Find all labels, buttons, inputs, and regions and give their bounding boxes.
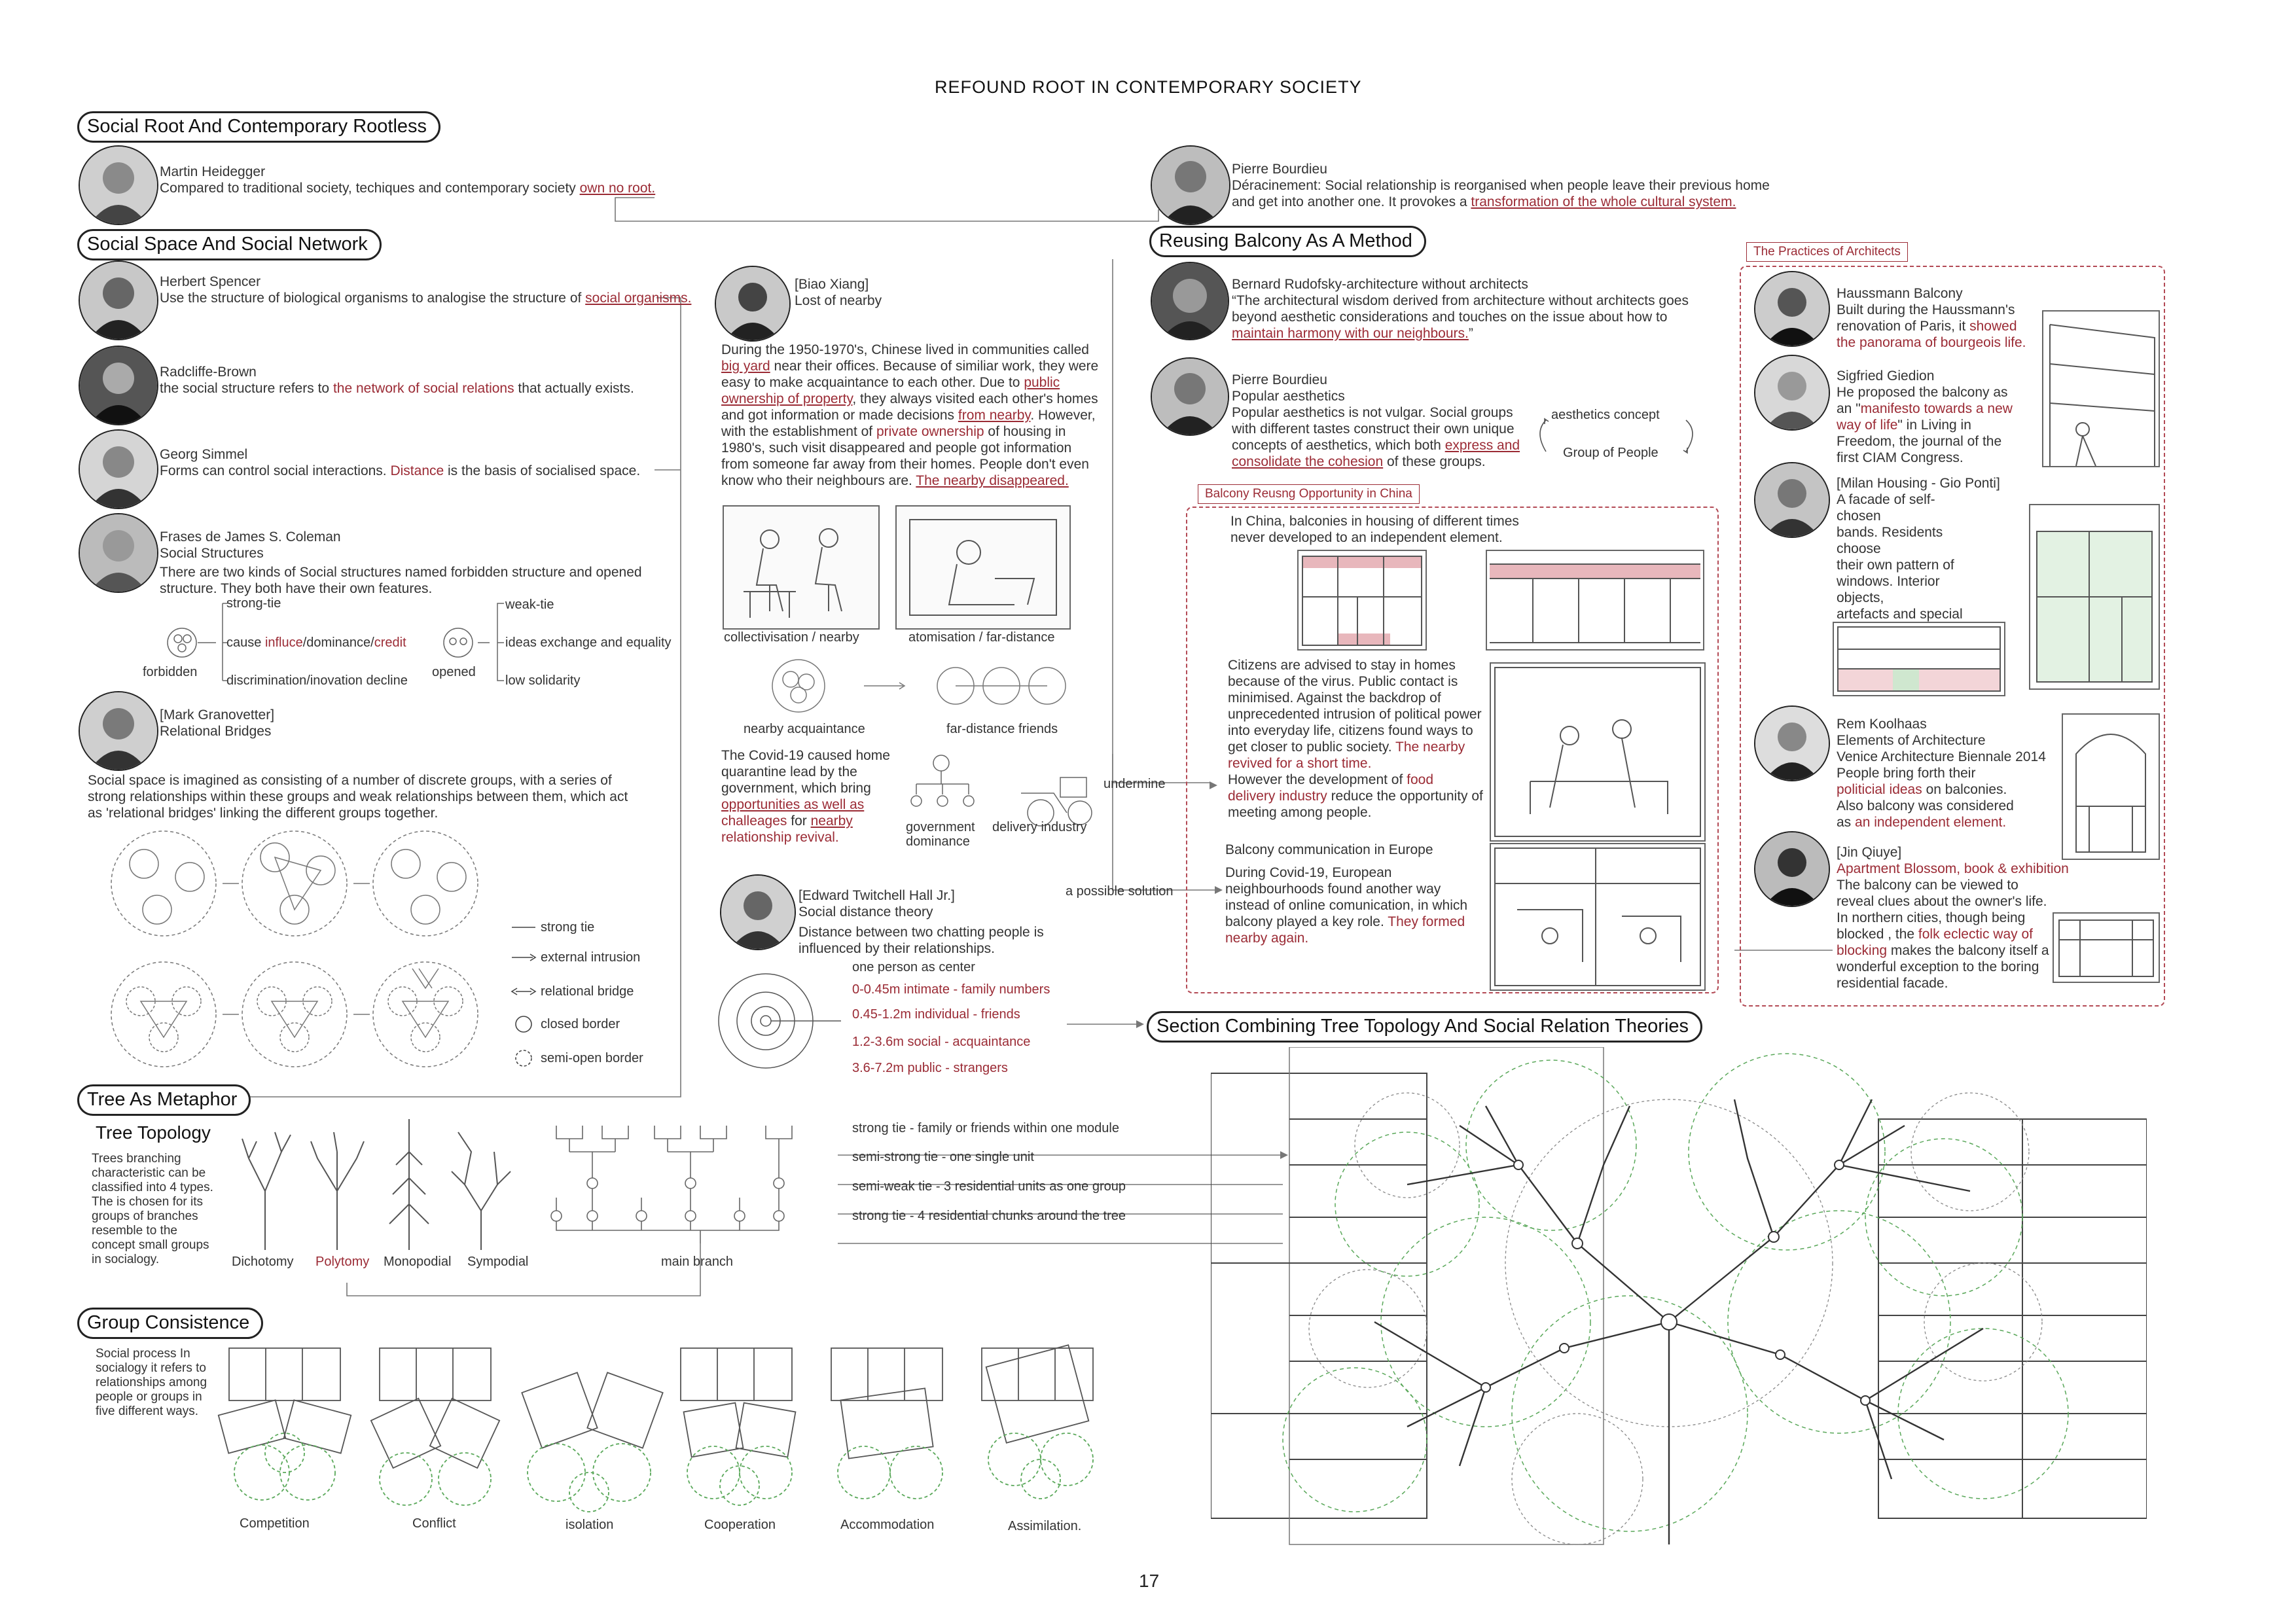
hall-portrait [720, 874, 796, 950]
china-c7: revived for a short time. [1228, 756, 1372, 771]
koolhaas-l2: Venice Architecture Biennale 2014 [1837, 749, 2046, 764]
giedion-l3 [1837, 417, 1971, 433]
koolhaas-text [1837, 732, 2059, 830]
tree-d8: in socialogy. [92, 1253, 160, 1266]
cause-slash: /dominance/ [302, 635, 374, 650]
jin-l8: residential facade. [1837, 976, 1948, 991]
tree-branches [1374, 1099, 1983, 1544]
section-group-consistence: Group Consistence [77, 1308, 263, 1339]
tree-description [92, 1152, 236, 1267]
biao-p6r: private ownership [876, 424, 984, 439]
biao-p1: During the 1950-1970's, Chinese lived in communities called [721, 342, 1089, 357]
covid-c1: The Covid-19 caused home [721, 748, 890, 763]
ideas-label: ideas exchange and equality [505, 635, 672, 650]
rudofsky-l3b: ” [1468, 326, 1473, 341]
china-c8r: food [1407, 772, 1434, 787]
china-c4: unprecedented intrusion of political power [1228, 707, 1482, 722]
bourdieu2-sub: Popular aesthetics [1232, 389, 1345, 404]
tree-d2: characteristic can be [92, 1166, 206, 1180]
covid-c5r: challeages [721, 813, 787, 829]
bourdieu2-l1: Popular aesthetics is not vulgar. Social groups [1232, 405, 1513, 420]
jin-l3: reveal clues about the owner's life. [1837, 894, 2047, 909]
koolhaas-l1: Elements of Architecture [1837, 733, 1986, 748]
covid-c5 [721, 813, 918, 829]
koolhaas-name: Rem Koolhaas [1837, 717, 1927, 732]
simmel-tail: is the basis of socialised space. [444, 463, 641, 478]
jin-l5-text: blocked , the [1837, 927, 1918, 942]
main-branch-label: main branch [661, 1255, 734, 1269]
china-c6r: The nearby [1395, 740, 1465, 755]
section-combining-tree: Section Combining Tree Topology And Social Relation Theories [1147, 1011, 1702, 1043]
spencer-highlight: social organisms. [585, 291, 692, 306]
jin-l4: In northern cities, though being [1837, 910, 2026, 925]
tie-label-2: semi-strong tie - one single unit [852, 1150, 1034, 1164]
haussmann-l2r: showed [1969, 319, 2017, 334]
biao-portrait [715, 266, 791, 342]
bourdieu2-l4r: consolidate the cohesion [1232, 454, 1384, 469]
heidegger-highlight: own no root. [579, 181, 656, 196]
haussmann-sketch [2042, 310, 2160, 467]
bourdieu2-portrait [1151, 357, 1229, 436]
biao-p6 [721, 423, 1101, 440]
tree-d1: Trees branching [92, 1152, 181, 1166]
china-citizens-text [1228, 657, 1503, 821]
spencer-body: Use the structure of biological organisms to analogise the structure of [160, 291, 586, 306]
tree-d5: groups of branches [92, 1209, 198, 1223]
group-assimilation: Assimilation. [1008, 1519, 1082, 1533]
rudofsky-portrait [1151, 262, 1229, 340]
heidegger-body: Compared to traditional society, techiques and contemporary society [160, 181, 580, 196]
forbidden-label: forbidden [143, 665, 198, 679]
haussmann-name: Haussmann Balcony [1837, 286, 1963, 301]
europe-text [1225, 842, 1487, 946]
hall-zone3: 1.2-3.6m social - acquaintance [852, 1035, 1031, 1049]
koolhaas-l6r: an independent element. [1855, 815, 2007, 830]
giedion-l5: first CIAM Congress. [1837, 450, 1964, 465]
group-d1: Social process In [96, 1347, 190, 1361]
china-c1: Citizens are advised to stay in homes [1228, 658, 1456, 673]
ponti-l3: their own pattern of [1837, 558, 1954, 573]
biao-p2b: near their offices. Because of similiar work, they were [770, 359, 1099, 374]
jin-l6r: blocking [1837, 943, 1888, 958]
bourdieu1-name: Pierre Bourdieu [1232, 162, 1327, 177]
china-c10: meeting among people. [1228, 805, 1372, 820]
biao-p4r: ownership of property [721, 391, 853, 406]
china-c8-text: However the development of [1228, 772, 1407, 787]
biao-p3 [721, 374, 1101, 391]
tie-label-1: strong tie - family or friends within one module [852, 1121, 1119, 1135]
strong-tie-label: strong-tie [226, 596, 281, 611]
biao-p2a: big yard [721, 359, 770, 374]
biao-p9 [721, 473, 1101, 489]
biao-p2 [721, 358, 1101, 374]
giedion-l3b: " in Living in [1897, 418, 1971, 433]
giedion-l1: He proposed the balcony as [1837, 385, 2008, 400]
hall-center: one person as center [852, 960, 975, 974]
bourdieu2-l4b: of these groups. [1383, 454, 1486, 469]
giedion-name: Sigfried Giedion [1837, 368, 1935, 383]
nearby-acquaintance-label: nearby acquaintance [744, 722, 865, 736]
tree-topology-title: Tree Topology [96, 1122, 211, 1143]
ponti-l2: bands. Residents choose [1837, 525, 1943, 556]
china-c8 [1228, 772, 1503, 788]
ponti-facade-sketch [1833, 622, 2005, 696]
legend-bridge: relational bridge [541, 984, 634, 999]
bourdieu2-l4 [1232, 454, 1486, 470]
koolhaas-l4b: on balconies. [1922, 782, 2007, 797]
tree-hierarchy-diagram [543, 1113, 844, 1270]
covid-c2: quarantine lead by the [721, 764, 857, 779]
covid-c4: opportunities as well as [721, 797, 865, 812]
europe-sketch [1490, 843, 1706, 991]
page-number: 17 [1139, 1571, 1160, 1591]
quarantine-sketch [1490, 662, 1706, 842]
jin-l2: The balcony can be viewed to [1837, 878, 2018, 893]
europe-e4 [1225, 914, 1487, 930]
biao-name: [Biao Xiang] [795, 277, 869, 292]
china-c9 [1228, 788, 1503, 804]
opened-label: opened [432, 665, 476, 679]
tree-types-drawing [236, 1113, 537, 1257]
rudofsky-name: Bernard Rudofsky-architecture without architects [1232, 277, 1528, 292]
legend-strong-tie: strong tie [541, 920, 595, 935]
china-c9b: reduce the opportunity of [1327, 789, 1483, 804]
covid-text [721, 747, 918, 846]
biao-p3-text: easy to make acquaintance to each other. Due to [721, 375, 1024, 390]
bourdieu2-l3r: express and [1444, 438, 1520, 453]
europe-e5: nearby again. [1225, 931, 1309, 946]
china-c2: because of the virus. Public contact is [1228, 674, 1458, 689]
china-c6-text: get closer to public society. [1228, 740, 1396, 755]
jin-l1: Apartment Blossom, book & exhibition [1837, 861, 2069, 876]
hall-sub: Social distance theory [798, 904, 933, 919]
section-social-space: Social Space And Social Network [77, 229, 382, 260]
china-c9r: delivery industry [1228, 789, 1327, 804]
granovetter-name: [Mark Granovetter] [160, 707, 275, 722]
simmel-text [160, 463, 640, 479]
china-elevation-sketch [1486, 550, 1704, 651]
right-housing [1878, 1119, 2147, 1518]
tree-type-polytomy: Polytomy [315, 1255, 370, 1269]
section-drawing [1211, 1047, 2147, 1551]
giedion-l2-text: an " [1837, 401, 1861, 416]
possible-solution-label: a possible solution [1066, 884, 1174, 899]
tie-label-3: semi-weak tie - 3 residential units as one group [852, 1179, 1126, 1194]
hall-zone1: 0-0.45m intimate - family numbers [852, 982, 1050, 997]
cause-red2: credit [374, 635, 406, 650]
coleman-line2: structure. They both have their own features. [160, 581, 433, 596]
hall-zone2: 0.45-1.2m individual - friends [852, 1007, 1020, 1022]
left-housing [1211, 1047, 1604, 1544]
biao-p6b: of housing in [984, 424, 1066, 439]
granovetter-line1: Social space is imagined as consisting of a number of discrete groups, with a series of [88, 773, 612, 788]
group-conflict: Conflict [412, 1516, 456, 1531]
tree-d4: The is chosen for its [92, 1195, 204, 1209]
discrimination-label: discrimination/inovation decline [226, 673, 408, 688]
granovetter-portrait [79, 691, 158, 771]
cause-label [226, 635, 406, 651]
simmel-portrait [79, 429, 158, 509]
covid-c6: relationship revival. [721, 830, 839, 845]
haussmann-l3: the panorama of bourgeois life. [1837, 335, 2026, 350]
spencer-name: Herbert Spencer [160, 274, 261, 289]
haussmann-l1: Built during the Haussmann's [1837, 302, 2015, 317]
bourdieu2-l3 [1232, 437, 1520, 454]
spencer-text [160, 290, 691, 306]
haussmann-l2-text: renovation of Paris, it [1837, 319, 1970, 334]
group-accommodation: Accommodation [840, 1518, 935, 1532]
bourdieu2-l2: with different tastes construct their own unique [1232, 421, 1515, 437]
atomisation-label: atomisation / far-distance [908, 630, 1055, 645]
jin-name: [Jin Qiuye] [1837, 845, 1902, 860]
atomisation-sketch [895, 505, 1071, 630]
collectivisation-label: collectivisation / nearby [724, 630, 859, 645]
china-c3: minimised. Against the backdrop of [1228, 690, 1441, 705]
tree-d6: resemble to the [92, 1224, 177, 1238]
tie-label-4: strong tie - 4 residential chunks around the tree [852, 1209, 1126, 1223]
rudofsky-l1: “The architectural wisdom derived from architecture without architects goes [1232, 293, 1689, 308]
legend-closed: closed border [541, 1017, 620, 1031]
covid-c3: government, which bring [721, 781, 871, 796]
granovetter-line3: as 'relational bridges' linking the different groups together. [88, 806, 439, 821]
biao-p9r: The nearby disappeared. [916, 473, 1069, 488]
page-title: REFOUND ROOT IN CONTEMPORARY SOCIETY [935, 77, 1362, 97]
legend-semi: semi-open border [541, 1051, 643, 1065]
tree-type-monopodial: Monopodial [384, 1255, 452, 1269]
group-d5: five different ways. [96, 1404, 199, 1418]
coleman-portrait [79, 513, 158, 593]
koolhaas-l4r: politicial ideas [1837, 782, 1922, 797]
hall-p2: influenced by their relationships. [798, 941, 996, 956]
koolhaas-sketch [2062, 713, 2160, 860]
china-tag: Balcony Reusng Opportunity in China [1198, 484, 1420, 504]
radcliffe-portrait [79, 346, 158, 425]
collectivisation-sketch [723, 505, 880, 630]
covid-c5b: for [787, 813, 811, 829]
jin-sketch [2053, 912, 2160, 983]
biao-p7: 1980's, such visit disappeared and people got information [721, 440, 1072, 455]
simmel-name: Georg Simmel [160, 447, 248, 462]
china-c6 [1228, 739, 1503, 755]
group-d2: socialogy it refers to [96, 1361, 206, 1375]
hall-name: [Edward Twitchell Hall Jr.] [798, 888, 955, 903]
radcliffe-text [160, 380, 634, 397]
rudofsky-l2: beyond aesthetic considerations and touches on the issue about how to [1232, 310, 1668, 325]
giedion-l4: Freedom, the journal of the [1837, 434, 2002, 449]
biao-p5-text: and got information or made decisions [721, 408, 958, 423]
aesthetics-concept: aesthetics concept [1551, 408, 1660, 422]
group-process-diagrams [216, 1342, 1145, 1518]
architects-tag: The Practices of Architects [1746, 242, 1908, 262]
koolhaas-l5: Also balcony was considered [1837, 798, 2014, 813]
tree-type-dichotomy: Dichotomy [232, 1255, 294, 1269]
ponti-l1: A facade of self-chosen [1837, 492, 1935, 524]
biao-p5 [721, 407, 1101, 423]
radcliffe-highlight: the network of social relations [332, 381, 514, 396]
acquaintance-diagram [733, 648, 1073, 720]
heidegger-name: Martin Heidegger [160, 164, 266, 179]
section-reusing-balcony: Reusing Balcony As A Method [1149, 226, 1426, 257]
rudofsky-l3r: maintain harmony with our neighbours. [1232, 326, 1469, 341]
weak-tie-label: weak-tie [505, 597, 554, 612]
group-isolation: isolation [565, 1518, 614, 1532]
europe-e4-text: balcony played a key role. [1225, 914, 1388, 929]
granovetter-sub: Relational Bridges [160, 724, 272, 739]
low-solidarity-label: low solidarity [505, 673, 581, 688]
giedion-l2r: manifesto towards a new [1860, 401, 2013, 416]
china-l2: never developed to an independent element. [1230, 530, 1503, 545]
giedion-l2 [1837, 401, 2013, 417]
dominance-label: dominance [906, 834, 970, 849]
distance-circles [713, 969, 844, 1073]
biao-p4b: , they always visited each other's homes [852, 391, 1098, 406]
cause-text: cause [226, 635, 265, 650]
section-tree-metaphor: Tree As Metaphor [77, 1084, 251, 1116]
government-label: government [906, 820, 975, 834]
bourdieu1-highlight: transformation of the whole cultural system. [1471, 194, 1736, 209]
tree-type-sympodial: Sympodial [467, 1255, 529, 1269]
coleman-line1: There are two kinds of Social structures named forbidden structure and opened [160, 565, 642, 580]
legend-symbols [511, 919, 537, 1070]
china-l1: In China, balconies in housing of different times [1230, 514, 1519, 529]
europe-e0: Balcony communication in Europe [1225, 842, 1433, 857]
europe-e4r: They formed [1388, 914, 1465, 929]
delivery-label: delivery industry [992, 820, 1087, 834]
simmel-body: Forms can control social interactions. [160, 463, 391, 478]
ponti-plan-sketch [2029, 504, 2160, 690]
far-friends-label: far-distance friends [946, 722, 1058, 736]
biao-p8: from someone far away from their homes. People don't even [721, 457, 1089, 472]
cause-red1: influce [264, 635, 303, 650]
bourdieu-portrait [1151, 145, 1230, 225]
biao-p3r: public [1024, 375, 1060, 390]
giedion-l3r: way of life [1837, 418, 1898, 433]
europe-e2: neighbourhoods found another way [1225, 882, 1441, 897]
heidegger-portrait [79, 145, 158, 225]
biao-p9-text: know who their neighbours are. [721, 473, 916, 488]
coleman-sub: Social Structures [160, 546, 264, 561]
radcliffe-name: Radcliffe-Brown [160, 365, 257, 380]
hall-zone4: 3.6-7.2m public - strangers [852, 1061, 1008, 1075]
simmel-highlight: Distance [390, 463, 444, 478]
group-d3: relationships among [96, 1376, 207, 1389]
jin-l5r: folk eclectic way of [1918, 927, 2033, 942]
china-c5: into everyday life, citizens found ways to [1228, 723, 1473, 738]
koolhaas-l6-text: as [1837, 815, 1856, 830]
europe-e1: During Covid-19, European [1225, 865, 1392, 880]
radcliffe-body: the social structure refers to [160, 381, 333, 396]
rudofsky-l3 [1232, 325, 1473, 342]
ponti-name: [Milan Housing - Gio Ponti] [1837, 476, 2000, 491]
granovetter-line2: strong relationships within these groups and weak relationships between them, which act [88, 789, 628, 804]
ponti-l5: artefacts and special [1837, 607, 1963, 622]
group-cooperation: Cooperation [704, 1518, 776, 1532]
hall-p1: Distance between two chatting people is [798, 925, 1044, 940]
biao-sub: Lost of nearby [795, 293, 882, 308]
group-of-people: Group of People [1563, 446, 1659, 460]
biao-p5b: . However, [1030, 408, 1096, 423]
aesthetics-cycle [1532, 412, 1702, 465]
spencer-portrait [79, 260, 158, 340]
legend-external: external intrusion [541, 950, 641, 965]
coleman-name: Frases de James S. Coleman [160, 529, 341, 544]
group-d4: people or groups in [96, 1390, 202, 1404]
koolhaas-l6 [1837, 814, 2059, 830]
bourdieu1-line1: Déracinement: Social relationship is reorganised when people leave their previous home [1232, 178, 1770, 193]
jin-l6b: makes the balcony itself a [1887, 943, 2049, 958]
biao-p5r: from nearby [958, 408, 1031, 423]
koolhaas-l4 [1837, 781, 2059, 798]
competition-diagram [219, 1348, 351, 1500]
tree-d3: classified into 4 types. [92, 1181, 213, 1194]
heidegger-text [160, 180, 655, 196]
covid-c5r2: nearby [810, 813, 853, 829]
radcliffe-tail: that actually exists. [514, 381, 634, 396]
koolhaas-l3: People bring forth their [1837, 766, 1976, 781]
biao-p6-text: with the establishment of [721, 424, 876, 439]
bourdieu2-l3-text: concepts of aesthetics, which both [1232, 438, 1445, 453]
europe-e3: instead of online comunication, in which [1225, 898, 1468, 913]
biao-p4 [721, 391, 1101, 407]
tree-nodes [1481, 1160, 1870, 1405]
ponti-l4: windows. Interior objects, [1837, 574, 1940, 605]
bourdieu2-name: Pierre Bourdieu [1232, 372, 1327, 387]
undermine-label: undermine [1103, 777, 1166, 791]
section-social-root: Social Root And Contemporary Rootless [77, 111, 440, 143]
jin-l7: wonderful exception to the boring [1837, 959, 2039, 974]
biao-paragraph [721, 342, 1101, 489]
network-diagrams [105, 818, 497, 1080]
group-competition: Competition [240, 1516, 310, 1531]
china-plan-sketch [1297, 550, 1427, 651]
bourdieu1-line2 [1232, 194, 1736, 210]
bourdieu1-line2-text: and get into another one. It provokes a [1232, 194, 1471, 209]
haussmann-l2 [1837, 318, 2017, 334]
tree-d7: concept small groups [92, 1238, 209, 1252]
group-description [96, 1347, 233, 1419]
